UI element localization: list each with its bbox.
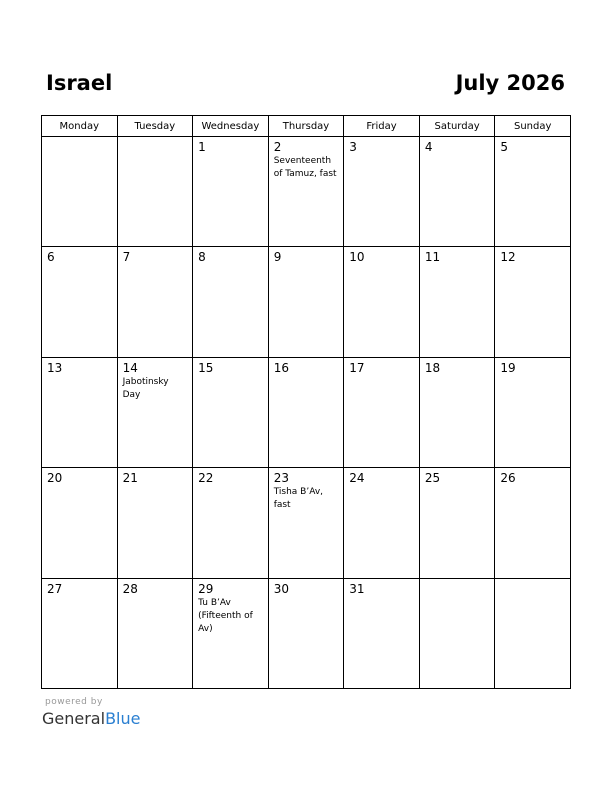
weekday-header: Thursday (268, 116, 344, 137)
day-number: 26 (500, 471, 516, 486)
day-cell (344, 137, 420, 247)
day-number: 29 (198, 581, 214, 596)
day-cell (42, 357, 118, 467)
day-cell (419, 357, 495, 467)
day-number: 12 (500, 250, 516, 265)
day-number: 11 (424, 250, 441, 265)
day-number: 19 (500, 360, 516, 375)
day-cell (419, 247, 495, 357)
holiday-label: Jabotinsky Day (122, 376, 169, 400)
day-cell (42, 247, 118, 357)
weekday-header: Tuesday (117, 116, 193, 137)
day-number: 14 (122, 360, 138, 375)
day-number: 15 (198, 360, 214, 375)
day-cell (193, 357, 269, 467)
week-row (42, 578, 571, 688)
day-cell (193, 468, 269, 578)
day-number: 9 (273, 250, 282, 265)
weekday-header: Monday (42, 116, 118, 137)
day-number: 13 (47, 360, 63, 375)
day-cell (42, 468, 118, 578)
brand-name-part2: Blue (105, 709, 141, 728)
day-number: 21 (122, 471, 138, 486)
day-number: 28 (122, 581, 138, 596)
day-number: 3 (349, 140, 357, 154)
day-cell (117, 137, 193, 247)
day-cell (268, 247, 344, 357)
day-number: 10 (349, 250, 365, 265)
holiday-label: Seventeenth of Tamuz, fast (273, 156, 337, 179)
day-cell (268, 468, 344, 578)
day-cell (193, 137, 269, 247)
day-cell (344, 247, 420, 357)
day-number: 18 (424, 360, 441, 375)
day-cell (42, 578, 118, 688)
holiday-label: Tu B’Av (Fifteenth of Av) (198, 597, 253, 634)
day-number: 25 (424, 471, 441, 486)
calendar-grid (41, 115, 571, 689)
day-number: 20 (47, 471, 63, 486)
day-number: 1 (198, 140, 206, 154)
powered-by-text: powered by (45, 697, 103, 707)
day-cell (117, 247, 193, 357)
day-number: 23 (273, 471, 289, 486)
holiday-label: Tisha B’Av, fast (273, 487, 324, 511)
day-number: 24 (349, 471, 365, 486)
day-cell (268, 137, 344, 247)
day-number: 8 (198, 250, 206, 265)
day-number: 5 (500, 140, 509, 154)
day-cell (42, 137, 118, 247)
day-number: 30 (273, 581, 289, 596)
week-row (42, 357, 571, 467)
day-number: 17 (349, 360, 365, 375)
day-number: 6 (47, 250, 55, 265)
day-cell (117, 578, 193, 688)
day-cell (344, 578, 420, 688)
week-row (42, 247, 571, 357)
day-number: 27 (47, 581, 63, 596)
brand-logo[interactable] (42, 709, 140, 728)
day-cell (268, 357, 344, 467)
weekday-header: Wednesday (193, 116, 269, 137)
day-number: 31 (349, 581, 365, 596)
day-cell (495, 247, 571, 357)
day-number: 16 (273, 360, 289, 375)
day-cell (495, 357, 571, 467)
day-cell (344, 468, 420, 578)
day-number: 22 (198, 471, 214, 486)
day-cell (344, 357, 420, 467)
day-cell (419, 468, 495, 578)
weekday-header: Saturday (419, 116, 495, 137)
day-number: 7 (122, 250, 131, 265)
week-row (42, 137, 571, 247)
day-cell (117, 357, 193, 467)
day-cell (268, 578, 344, 688)
day-number: 4 (424, 140, 433, 154)
weekday-header: Sunday (495, 116, 571, 137)
country-title: Israel (46, 71, 113, 95)
weekday-header-row (42, 116, 571, 137)
day-cell (193, 578, 269, 688)
week-row (42, 468, 571, 578)
weekday-header: Friday (344, 116, 420, 137)
day-cell (495, 137, 571, 247)
day-cell (117, 468, 193, 578)
day-cell (495, 468, 571, 578)
day-cell (495, 578, 571, 688)
day-cell (419, 578, 495, 688)
month-title: July 2026 (455, 71, 565, 95)
day-cell (419, 137, 495, 247)
day-number: 2 (273, 140, 282, 154)
brand-name-part1: General (42, 709, 106, 728)
day-cell (193, 247, 269, 357)
